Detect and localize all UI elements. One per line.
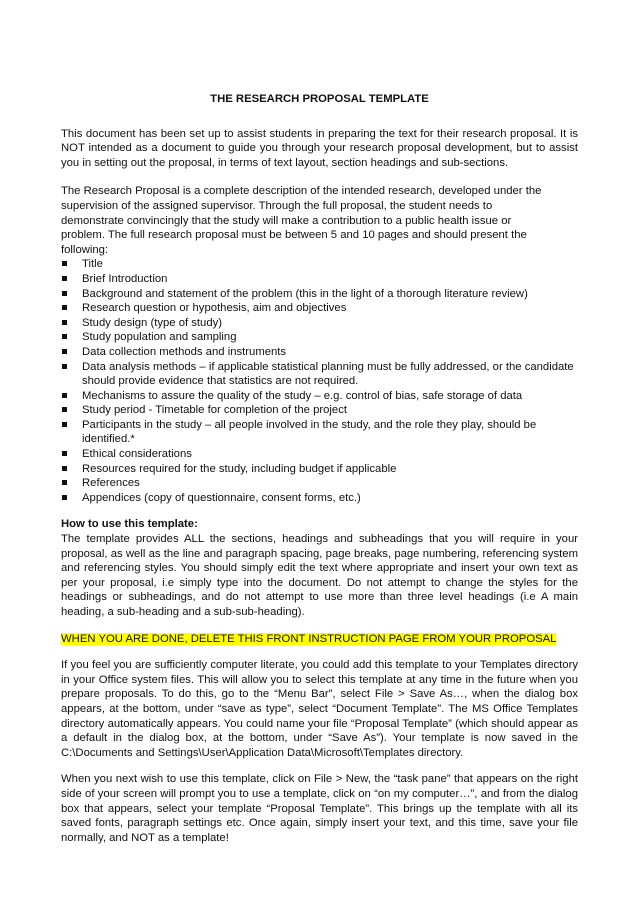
- list-item: [61, 316, 578, 331]
- list-item: [61, 476, 578, 491]
- list-item-text: Study design (type of study): [82, 316, 223, 329]
- description-line: supervision of the assigned supervisor. Through the full proposal, the student needs to: [61, 199, 493, 212]
- list-item: [61, 301, 578, 316]
- list-item-text: Study period - Timetable for completion of the project: [82, 404, 347, 417]
- list-item-text: Mechanisms to assure the quality of the study – e.g. control of bias, safe storage of data: [82, 389, 523, 402]
- use-template-paragraph: When you next wish to use this template, click on File > New, the “task pane” that appears on the right side of your screen will prompt you to use a template, click on “on my computer…”, and from the dialog box that appears, select your template “Proposal Template”. This brings up the template with all its saved fonts, paragraph settings etc. Once again, simply insert your text, and this time, save your file normally, and NOT as a template!: [61, 773, 578, 844]
- list-item: [61, 345, 578, 360]
- square-bullet-icon: [62, 364, 67, 369]
- warning-highlight-text: WHEN YOU ARE DONE, DELETE THIS FRONT INSTRUCTION PAGE FROM YOUR PROPOSAL: [61, 632, 557, 645]
- square-bullet-icon: [62, 466, 67, 471]
- list-item: [61, 360, 578, 389]
- list-item: [61, 447, 578, 462]
- list-item-text: Participants in the study – all people involved in the study, and the role they play, should be identified.*: [82, 418, 537, 446]
- list-item-text: References: [82, 477, 140, 490]
- requirements-list: [61, 257, 578, 505]
- list-item-text: Study population and sampling: [82, 331, 237, 344]
- description-line: The Research Proposal is a complete description of the intended research, developed under the: [61, 185, 542, 198]
- list-item: [61, 257, 578, 272]
- square-bullet-icon: [62, 349, 67, 354]
- square-bullet-icon: [62, 393, 67, 398]
- save-template-paragraph: If you feel you are sufficiently computer literate, you could add this template to your Templates directory in your Office system files. This will allow you to select this template at any time in the future when you prepare proposals. To do this, go to the “Menu Bar”, select File > Save As…, when the dialog box appears, at the bottom, under “save as type”, select “Document Template”. The MS Office Templates directory automatically appears. You could name your file “Proposal Template” (which should appear as a default in the dialog box, at the bottom, under “Save As”). Your template is now saved in the C:\Documents and Settings\User\Application Data\Microsoft\Templates directory.: [61, 659, 578, 759]
- square-bullet-icon: [62, 261, 67, 266]
- square-bullet-icon: [62, 291, 67, 296]
- square-bullet-icon: [62, 451, 67, 456]
- list-item-text: Brief Introduction: [82, 272, 168, 285]
- warning-notice: [61, 632, 578, 647]
- list-item-text: Background and statement of the problem (this in the light of a thorough literature review): [82, 287, 528, 300]
- list-item: [61, 287, 578, 302]
- list-item: [61, 330, 578, 345]
- description-line: following:: [61, 243, 109, 256]
- list-item: [61, 462, 578, 477]
- description-paragraph: [61, 184, 578, 257]
- square-bullet-icon: [62, 480, 67, 485]
- list-item-text: Data collection methods and instruments: [82, 345, 287, 358]
- list-item-text: Research question or hypothesis, aim and objectives: [82, 302, 347, 315]
- square-bullet-icon: [62, 276, 67, 281]
- list-item: [61, 389, 578, 404]
- list-item: [61, 272, 578, 287]
- list-item-text: Data analysis methods – if applicable statistical planning must be fully addressed, or the candidate should provide evidence that statistics are not required.: [82, 360, 574, 388]
- square-bullet-icon: [62, 407, 67, 412]
- square-bullet-icon: [62, 320, 67, 325]
- list-item-text: Resources required for the study, including budget if applicable: [82, 462, 397, 475]
- document-title: THE RESEARCH PROPOSAL TEMPLATE: [210, 93, 429, 105]
- description-line: demonstrate convincingly that the study will make a contribution to a public health issue or: [61, 214, 512, 227]
- list-item: [61, 403, 578, 418]
- list-item-text: Appendices (copy of questionnaire, consent forms, etc.): [82, 491, 361, 504]
- list-item: [61, 491, 578, 506]
- description-line: problem. The full research proposal must be between 5 and 10 pages and should present the: [61, 229, 527, 242]
- list-item-text: Ethical considerations: [82, 448, 192, 461]
- list-item: [61, 418, 578, 447]
- how-to-paragraph: The template provides ALL the sections, headings and subheadings that you will require in your proposal, as well as the line and paragraph spacing, page breaks, page numbering, referencing system and referencing styles. You should simply edit the text where appropriate and insert your own text as per your proposal, i.e simply type into the document. Do not attempt to change the styles for the headings or subheadings, and do not attempt to use more than three level headings (i.e A main heading, a sub-heading and a sub-sub-heading).: [61, 533, 578, 618]
- intro-paragraph: This document has been set up to assist students in preparing the text for their research proposal. It is NOT intended as a document to guide you through your research proposal development, but to assist you in setting out the proposal, in terms of text layout, section headings and sub-sections.: [61, 127, 578, 169]
- square-bullet-icon: [62, 305, 67, 310]
- square-bullet-icon: [62, 422, 67, 427]
- square-bullet-icon: [62, 334, 67, 339]
- square-bullet-icon: [62, 495, 67, 500]
- how-to-heading: How to use this template:: [61, 518, 198, 531]
- list-item-text: Title: [82, 258, 103, 271]
